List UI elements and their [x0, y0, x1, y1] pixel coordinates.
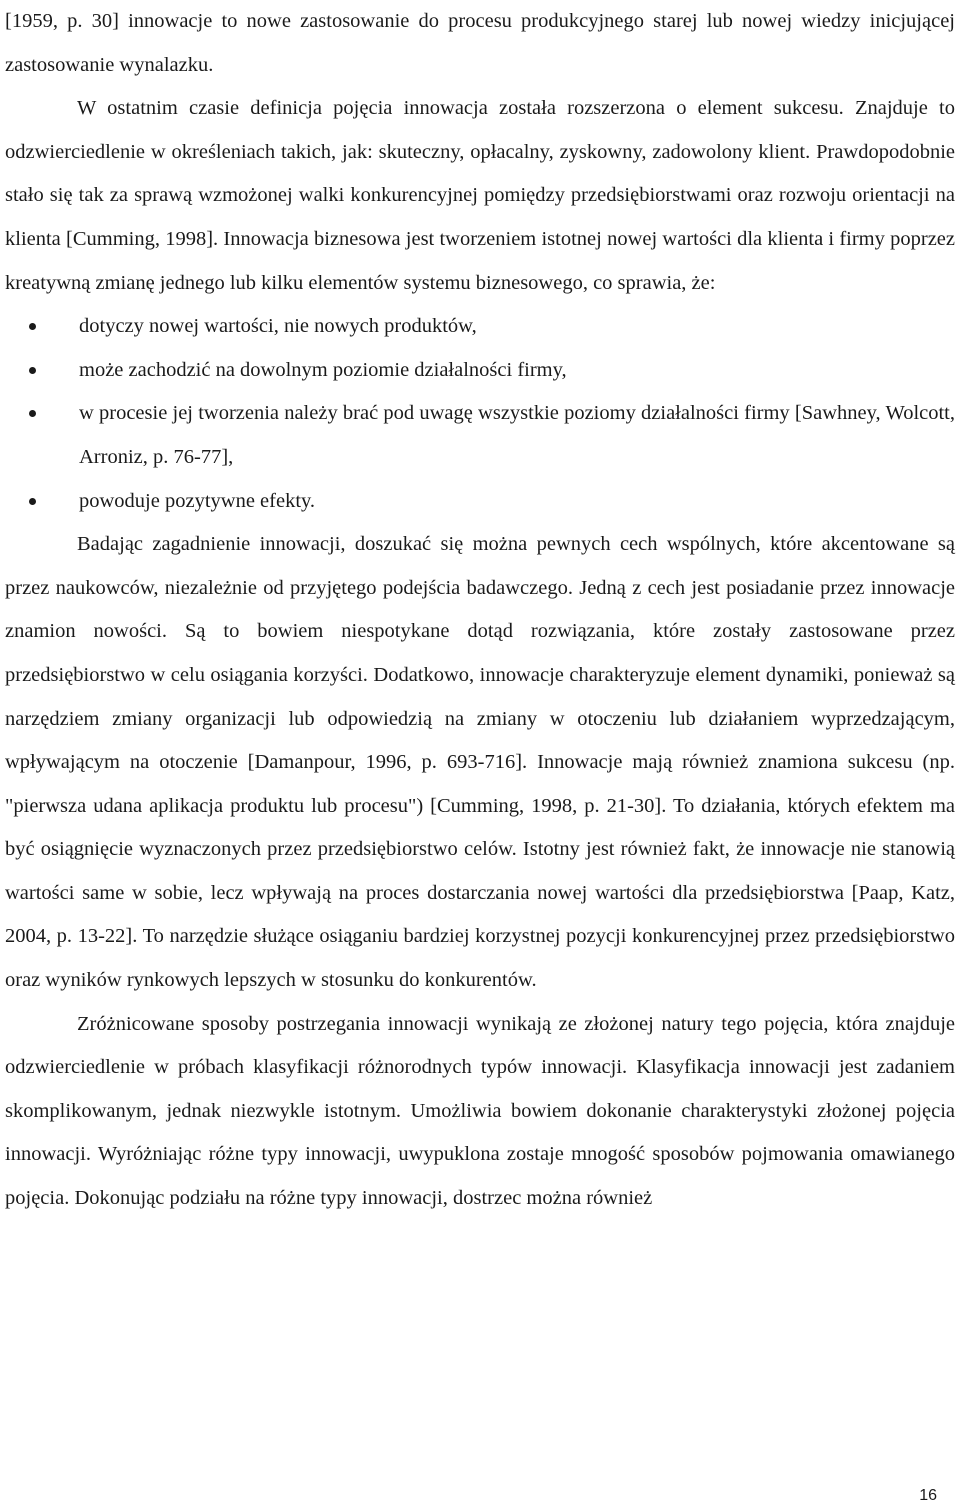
- bullet-dot-icon: [29, 410, 36, 417]
- document-body: [5, 0, 955, 1221]
- bullet-list: [5, 305, 955, 523]
- bullet-dot-icon: [29, 498, 36, 505]
- bullet-dot-icon: [29, 367, 36, 374]
- paragraph-common-features: Badając zagadnienie innowacji, doszukać się można pewnych cech wspólnych, które akcentowane są przez naukowców, niezależnie od przyjętego podejścia badawczego. Jedną z cech jest posiadanie przez innowacje znamion nowości. Są to bowiem niespotykane dotąd rozwiązania, które zostały zastosowane przez przedsiębiorstwo w celu osiągania korzyści. Dodatkowo, innowacje charakteryzuje element dynamiki, ponieważ są narzędziem zmiany organizacji lub odpowiedzią na zmiany w otoczeniu lub działaniem wyprzedzającym, wpływającym na otoczenie [Damanpour, 1996, p. 693-716]. Innowacje mają również znamiona sukcesu (np. "pierwsza udana aplikacja produktu lub procesu") [Cumming, 1998, p. 21-30]. To działania, których efektem ma być osiągnięcie wyznaczonych przez przedsiębiorstwo celów. Istotny jest również fakt, że innowacje nie stanowią wartości same w sobie, lecz wpływają na proces dostarczania nowej wartości dla przedsiębiorstwa [Paap, Katz, 2004, p. 13-22]. To narzędzie służące osiąganiu bardziej korzystnej pozycji konkurencyjnej przez przedsiębiorstwo oraz wyników rynkowych lepszych w stosunku do konkurentów.: [5, 533, 955, 992]
- page-number: 16: [919, 1487, 937, 1504]
- bullet-item: dotyczy nowej wartości, nie nowych produktów,: [5, 305, 955, 349]
- paragraph-classification: Zróżnicowane sposoby postrzegania innowacji wynikają ze złożonej natury tego pojęcia, która znajduje odzwierciedlenie w próbach klasyfikacji różnorodnych typów innowacji. Klasyfikacja innowacji jest zadaniem skomplikowanym, jednak niezwykle istotnym. Umożliwia bowiem dokonanie charakterystyki złożonej pojęcia innowacji. Wyróżniając różne typy innowacji, uwypuklona zostaje mnogość sposobów pojmowania omawianego pojęcia. Dokonując podziału na różne typy innowacji, dostrzec można również: [5, 1012, 955, 1210]
- bullet-dot-icon: [29, 323, 36, 330]
- bullet-item: może zachodzić na dowolnym poziomie działalności firmy,: [5, 349, 955, 393]
- bullet-item: powoduje pozytywne efekty.: [5, 480, 955, 524]
- paragraph-innovation-success: W ostatnim czasie definicja pojęcia innowacja została rozszerzona o element sukcesu. Znajduje to odzwierciedlenie w określeniach takich, jak: skuteczny, opłacalny, zyskowny, zadowolony klient. Prawdopodobnie stało się tak za sprawą wzmożonej walki konkurencyjnej pomiędzy przedsiębiorstwami oraz rozwoju orientacji na klienta [Cumming, 1998]. Innowacja biznesowa jest tworzeniem istotnej nowej wartości dla klienta i firmy poprzez kreatywną zmianę jednego lub kilku elementów systemu biznesowego, co sprawia, że:: [5, 97, 955, 294]
- paragraph-continued: [1959, p. 30] innowacje to nowe zastosowanie do procesu produkcyjnego starej lub nowej wiedzy inicjującej zastosowanie wynalazku.: [5, 10, 955, 76]
- bullet-item: w procesie jej tworzenia należy brać pod uwagę wszystkie poziomy działalności firmy [Sawhney, Wolcott, Arroniz, p. 76-77],: [5, 392, 955, 479]
